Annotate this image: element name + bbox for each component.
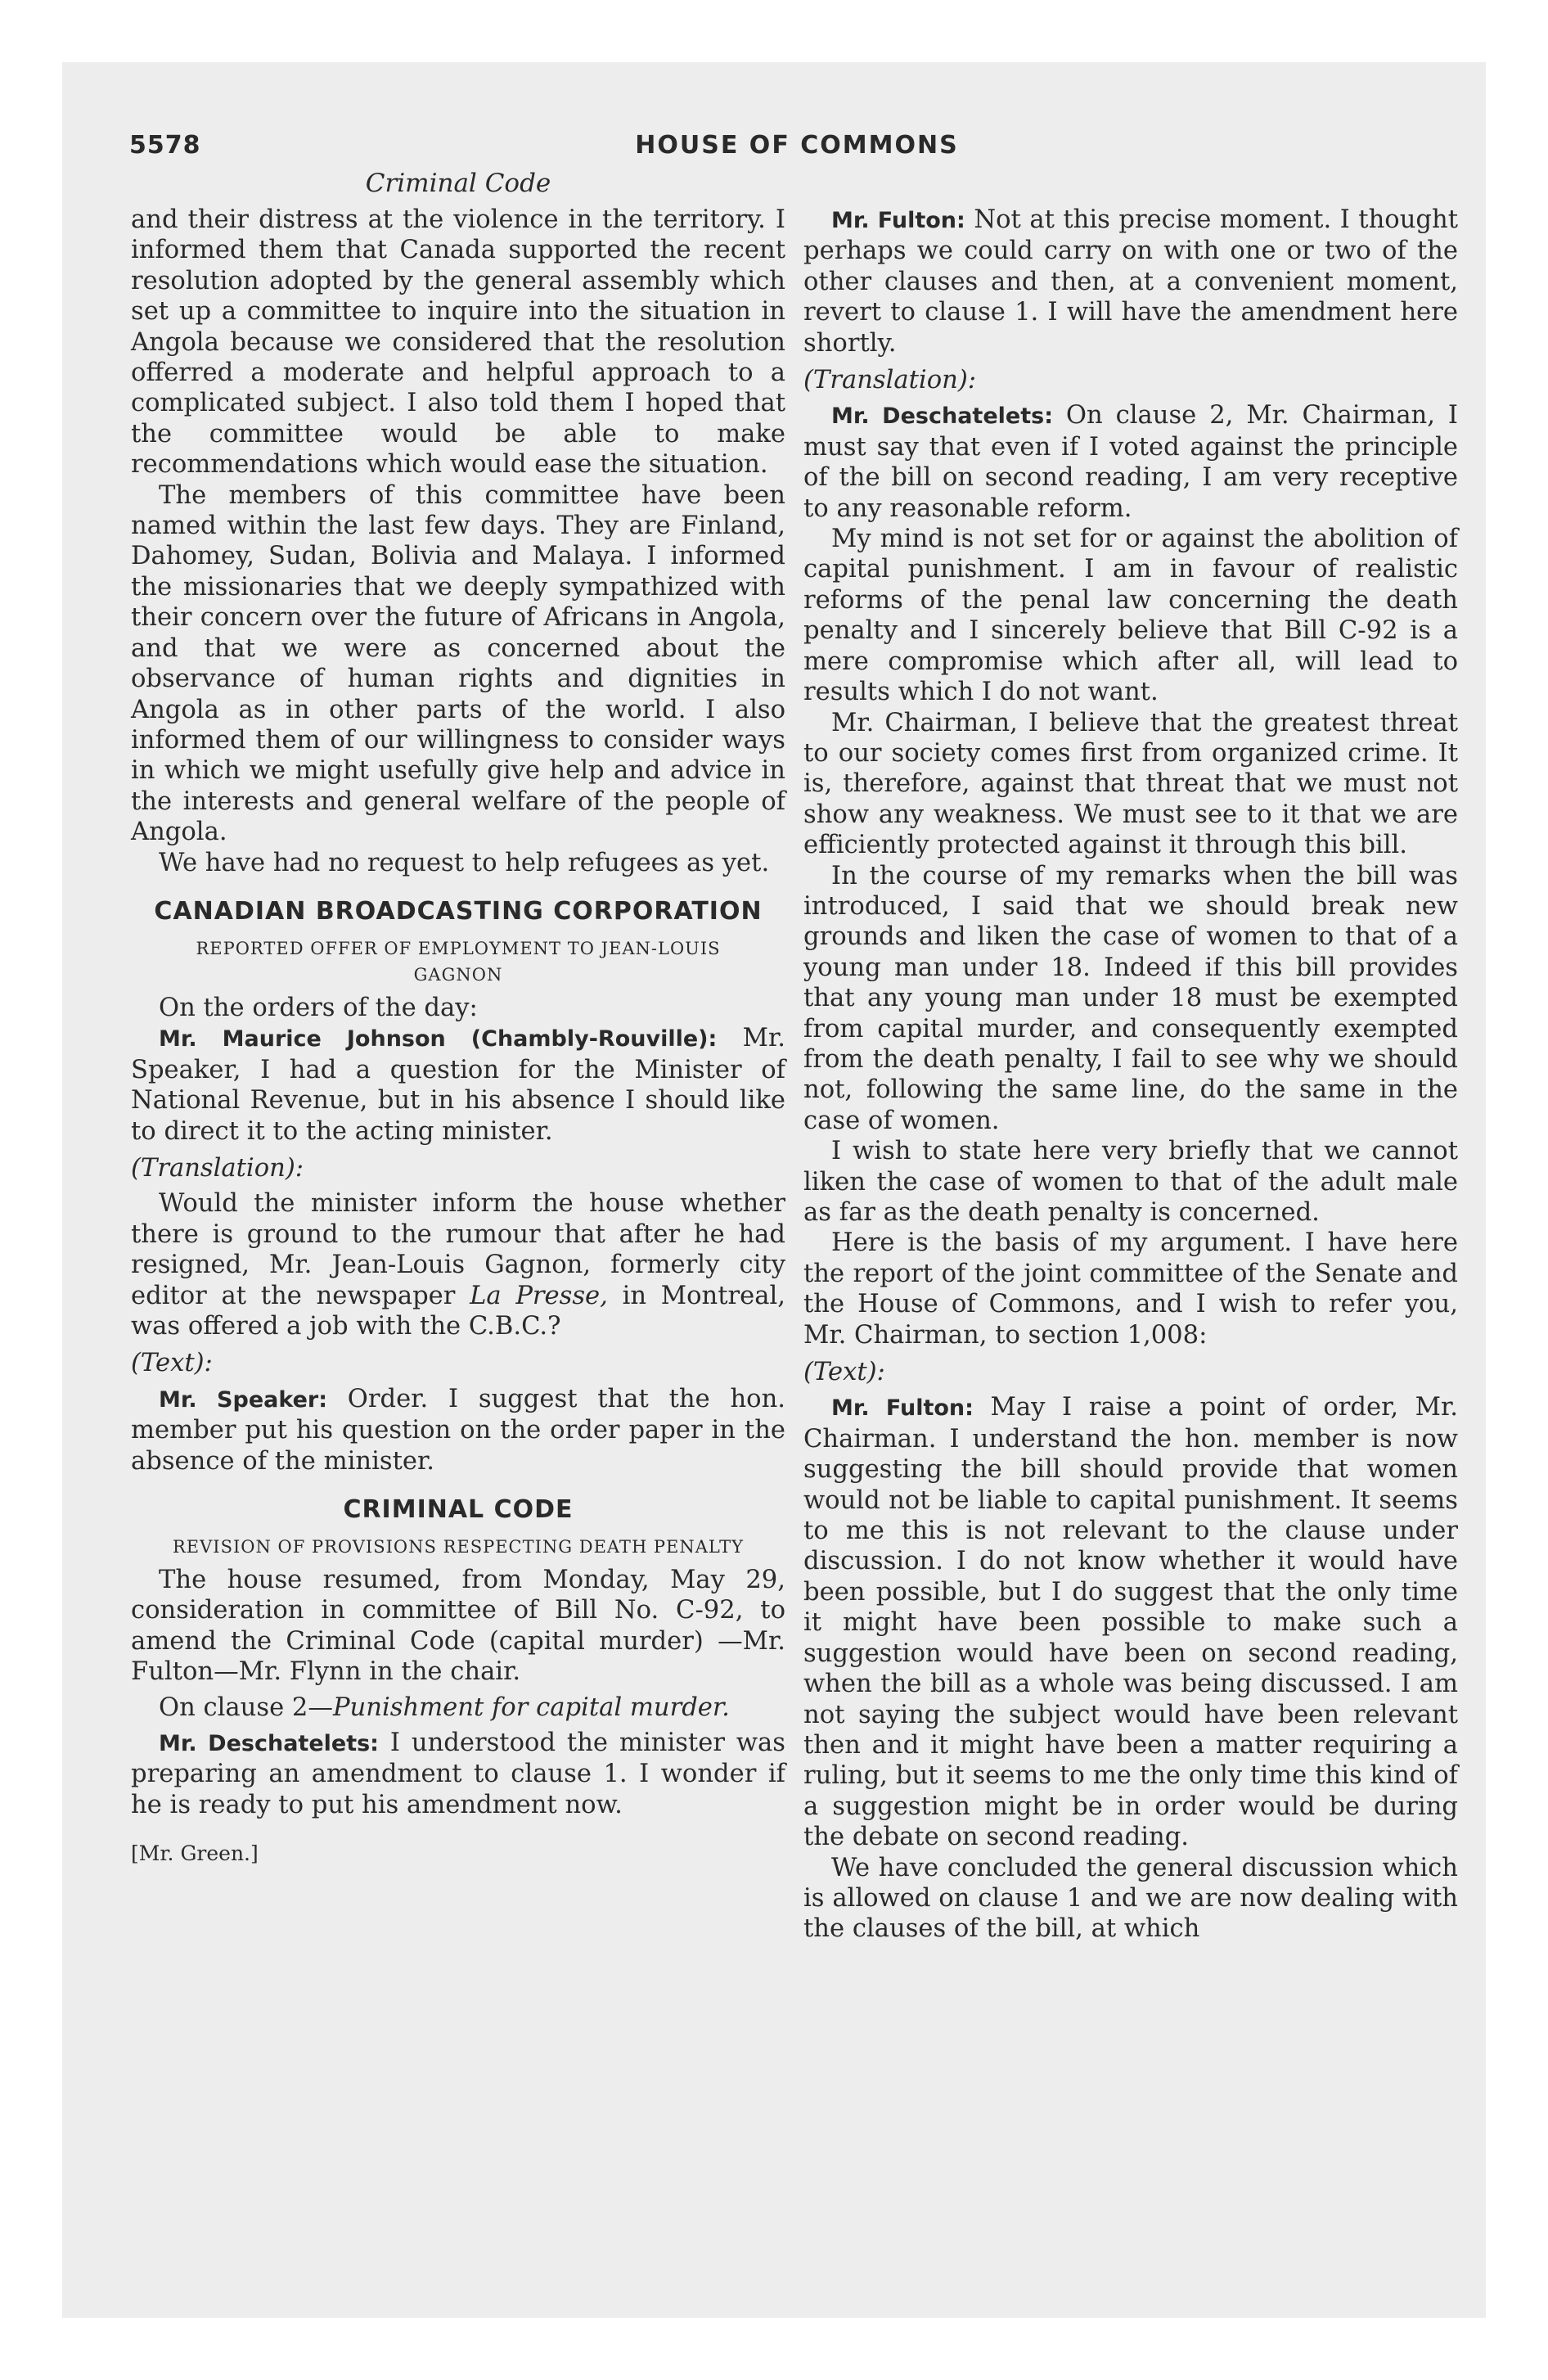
- paragraph: The members of this committee have been named within the last few days. They are Finland, Dahomey, Sudan, Bolivia and Malaya. I informed the missionaries that we deeply sympathized with their concern over the future of Africans in Angola, and that we were as concerned about the observance of human rights and dignities in Angola as in other parts of the world. I also informed them of our willingness to consider ways in which we might usefully give help and advice in the interests and general welfare of the people of Angola.: [131, 480, 785, 847]
- speech: [131, 1728, 785, 1820]
- speech-text: Not at this precise moment. I thought perhaps we could carry on with one or two of the other clauses and then, at a convenient moment, revert to clause 1. I will have the amendment here shortly.: [803, 205, 1458, 358]
- speech-text: On clause 2, Mr. Chairman, I must say that even if I voted against the principle of the bill on second reading, I am very receptive to any reasonable reform.: [803, 401, 1458, 523]
- newspaper-name: La Presse,: [470, 1281, 608, 1310]
- paragraph: We have had no request to help refugees as yet.: [159, 848, 770, 877]
- running-header: [129, 131, 1465, 172]
- section-heading: CRIMINAL CODE: [343, 1495, 574, 1525]
- paragraph: [131, 1693, 785, 1723]
- paragraph: In the course of my remarks when the bill was introduced, I said that we should break new grounds and liken the case of women to that of a young man under 18. Indeed if this bill provides that any young man under 18 must be exempted from capital murder, and consequently exempted from the death penalty, I fail to see why we should not, following the same line, do the same in the case of women.: [803, 861, 1458, 1135]
- clause-title: Punishment for capital murder.: [332, 1693, 730, 1722]
- speech-text: Order. I suggest that the hon. member put his question on the order paper in the absence of the minister.: [131, 1384, 785, 1476]
- publication-title: HOUSE OF COMMONS: [635, 131, 959, 160]
- speech: [803, 1392, 1458, 1852]
- speaker-name: Mr. Fulton:: [831, 1395, 974, 1422]
- paragraph: We have concluded the general discussion which is allowed on clause 1 and we are now dealing with the clauses of the bill, at which: [803, 1853, 1458, 1944]
- text-label: (Text):: [803, 1358, 885, 1387]
- speech: [803, 400, 1458, 524]
- paragraph: Mr. Chairman, I believe that the greatest threat to our society comes first from organized crime. It is, therefore, against that threat that we must not show any weakness. We must see to it that we are efficiently protected against it through this bill.: [803, 708, 1458, 860]
- right-column: [803, 205, 1458, 1945]
- left-column: [131, 205, 785, 1869]
- speech-text: Mr. Speaker, I had a question for the Minister of National Revenue, but in his absence I should like to direct it to the acting minister.: [131, 1024, 785, 1146]
- speech: [131, 1384, 785, 1476]
- paragraph: My mind is not set for or against the abolition of capital punishment. I am in favour of realistic reforms of the penal law concerning the death penalty and I sincerely believe that Bill C-92 is a mere compromise which after all, will lead to results which I do not want.: [803, 525, 1458, 707]
- speech-text: Would the minister inform the house whether there is ground to the rumour that after he had resigned, Mr. Jean-Louis Gagnon, formerly city editor at the newspaper: [131, 1189, 785, 1310]
- speech-text: I understood the minister was preparing an amendment to clause 1. I wonder if he is ready to put his amendment now.: [131, 1729, 785, 1819]
- paragraph: I wish to state here very briefly that we cannot liken the case of women to that of the adult male as far as the death penalty is concerned.: [803, 1137, 1458, 1227]
- speaker-name: Mr. Deschatelets:: [831, 403, 1053, 430]
- speech-text: in Montreal, was offered a job with the C.B.C.?: [131, 1281, 785, 1341]
- section-subtitle: Criminal Code: [365, 169, 551, 198]
- speaker-name: Mr. Deschatelets:: [159, 1731, 379, 1757]
- speaker-name: Mr. Speaker:: [159, 1386, 328, 1413]
- translation-label: (Translation):: [803, 366, 977, 395]
- speaker-name: Mr. Maurice Johnson (Chambly-Rouville):: [159, 1026, 718, 1053]
- page-number: 5578: [129, 131, 201, 160]
- text-label: (Text):: [131, 1349, 213, 1378]
- paragraph: The house resumed, from Monday, May 29, consideration in committee of Bill No. C-92, to amend the Criminal Code (capital murder) —Mr. Fulton—Mr. Flynn in the chair.: [131, 1566, 785, 1687]
- footer-note: [Mr. Green.]: [131, 1841, 259, 1866]
- paragraph: and their distress at the violence in the territory. I informed them that Canada supported the recent resolution adopted by the general assembly which set up a committee to inquire into the situation in Angola because we considered that the resolution offerred a moderate and helpful approach to a complicated subject. I also told them I hoped that the committee would be able to make recommendations which would ease the situation.: [131, 205, 785, 480]
- translation-label: (Translation):: [131, 1153, 304, 1183]
- speech-text: May I raise a point of order, Mr. Chairman. I understand the hon. member is now suggesting the bill should provide that women would not be liable to capital punishment. It seems to me this is not relevant to the clause under discussion. I do not know whether it would have been possible, but I do suggest that the only time it might have been possible to make such a suggestion would have been on second reading, when the bill as a whole was being discussed. I am not saying the subject would have been relevant then and it might have been a matter requiring a ruling, but it seems to me the only time this kind of a suggestion might be in order would be during the debate on second reading.: [803, 1393, 1458, 1852]
- speaker-name: Mr. Fulton:: [831, 208, 965, 233]
- clause-label: On clause 2—: [159, 1693, 333, 1722]
- speech: [803, 205, 1458, 358]
- section-heading: CANADIAN BROADCASTING CORPORATION: [154, 896, 763, 926]
- paragraph: On the orders of the day:: [159, 993, 478, 1022]
- speech: [131, 1023, 785, 1147]
- paragraph: [131, 1188, 785, 1341]
- section-subheading: REVISION OF PROVISIONS RESPECTING DEATH PENALTY: [172, 1537, 745, 1557]
- section-subheading: REPORTED OFFER OF EMPLOYMENT TO JEAN-LOUIS GAGNON: [196, 938, 721, 985]
- paragraph: Here is the basis of my argument. I have here the report of the joint committee of the Senate and the House of Commons, and I wish to refer you, Mr. Chairman, to section 1,008:: [803, 1228, 1458, 1350]
